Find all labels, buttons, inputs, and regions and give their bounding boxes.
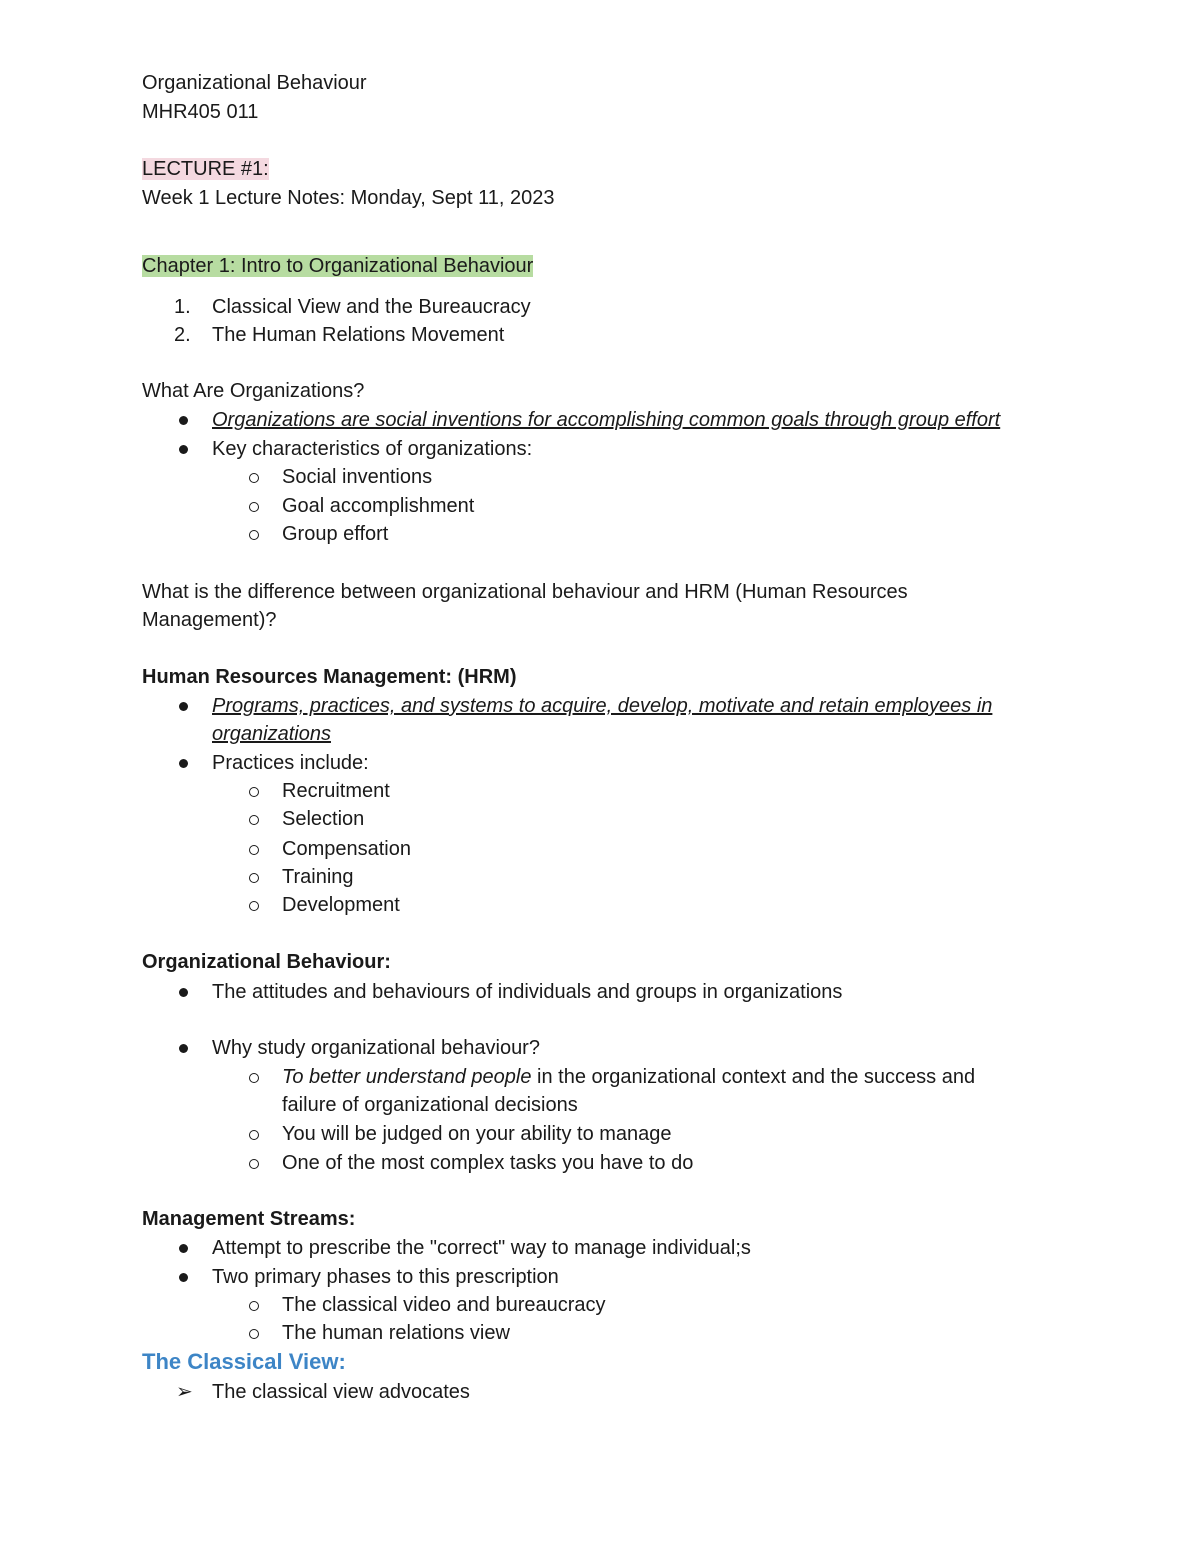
stream-point: Two primary phases to this prescription [212, 1266, 559, 1288]
bullet-circle [248, 837, 260, 861]
bullet-circle [248, 779, 260, 803]
bullet-dot [178, 408, 188, 432]
section-heading-streams: Management Streams: [142, 1208, 356, 1230]
why-study-label: Why study organizational behaviour? [212, 1037, 540, 1059]
hrm-definition-cont: organizations [212, 723, 331, 745]
chapter-title [142, 254, 533, 278]
lecture-label [142, 157, 269, 181]
bullet-circle [248, 807, 260, 831]
bullet-dot [178, 1236, 188, 1260]
characteristic-item: Social inventions [282, 466, 433, 488]
bullet-circle [248, 893, 260, 917]
bullet-dot [178, 1265, 188, 1289]
practice-item: Training [282, 866, 354, 888]
lecture-date: Week 1 Lecture Notes: Monday, Sept 11, 2023 [142, 187, 555, 209]
reason-item [282, 1065, 975, 1089]
section-heading-hrm: Human Resources Management: (HRM) [142, 666, 517, 688]
reason-emphasis: To better understand people [282, 1066, 532, 1088]
practices-label: Practices include: [212, 752, 369, 774]
ob-definition: The attitudes and behaviours of individuals and groups in organizations [212, 981, 843, 1003]
difference-question: What is the difference between organizational behaviour and HRM (Human Resources [142, 581, 908, 603]
lecture-label-text: LECTURE #1: [142, 158, 269, 180]
bullet-circle [248, 1293, 260, 1317]
bullet-dot [178, 980, 188, 1004]
reason-item: You will be judged on your ability to manage [282, 1123, 672, 1145]
bullet-circle [248, 1151, 260, 1175]
characteristic-item: Group effort [282, 523, 389, 545]
bullet-dot [178, 1036, 188, 1060]
bullet-circle [248, 522, 260, 546]
course-title: Organizational Behaviour [142, 72, 367, 94]
bullet-circle [248, 1321, 260, 1345]
key-characteristics-label: Key characteristics of organizations: [212, 438, 533, 460]
section-heading-classical: The Classical View: [142, 1349, 346, 1374]
difference-question-cont: Management)? [142, 609, 277, 631]
bullet-circle [248, 865, 260, 889]
arrow-bullet-icon: ➢ [176, 1381, 193, 1403]
chapter-item-number: 1. [174, 296, 191, 318]
chapter-item: The Human Relations Movement [212, 324, 505, 346]
bullet-circle [248, 1122, 260, 1146]
section-heading-organizations: What Are Organizations? [142, 380, 365, 402]
bullet-dot [178, 751, 188, 775]
hrm-definition: Programs, practices, and systems to acquire, develop, motivate and retain employees in [212, 695, 993, 717]
chapter-item-number: 2. [174, 324, 191, 346]
bullet-dot [178, 694, 188, 718]
course-code: MHR405 011 [142, 101, 259, 123]
practice-item: Recruitment [282, 780, 390, 802]
practice-item: Compensation [282, 838, 411, 860]
reason-text: in the organizational context and the success and [531, 1066, 976, 1088]
bullet-dot [178, 437, 188, 461]
chapter-item: Classical View and the Bureaucracy [212, 296, 531, 318]
practice-item: Development [282, 894, 400, 916]
section-heading-ob: Organizational Behaviour: [142, 951, 391, 973]
reason-item-cont: failure of organizational decisions [282, 1094, 578, 1116]
phase-item: The human relations view [282, 1322, 510, 1344]
classical-point: The classical view advocates [212, 1381, 470, 1403]
bullet-circle [248, 465, 260, 489]
practice-item: Selection [282, 808, 365, 830]
reason-item: One of the most complex tasks you have to do [282, 1152, 694, 1174]
organizations-definition: Organizations are social inventions for accomplishing common goals through group effort [212, 409, 1001, 431]
bullet-circle [248, 494, 260, 518]
chapter-title-text: Chapter 1: Intro to Organizational Behaviour [142, 255, 534, 277]
bullet-circle [248, 1065, 260, 1089]
characteristic-item: Goal accomplishment [282, 495, 475, 517]
stream-point: Attempt to prescribe the "correct" way to manage individual;s [212, 1237, 751, 1259]
phase-item: The classical video and bureaucracy [282, 1294, 606, 1316]
